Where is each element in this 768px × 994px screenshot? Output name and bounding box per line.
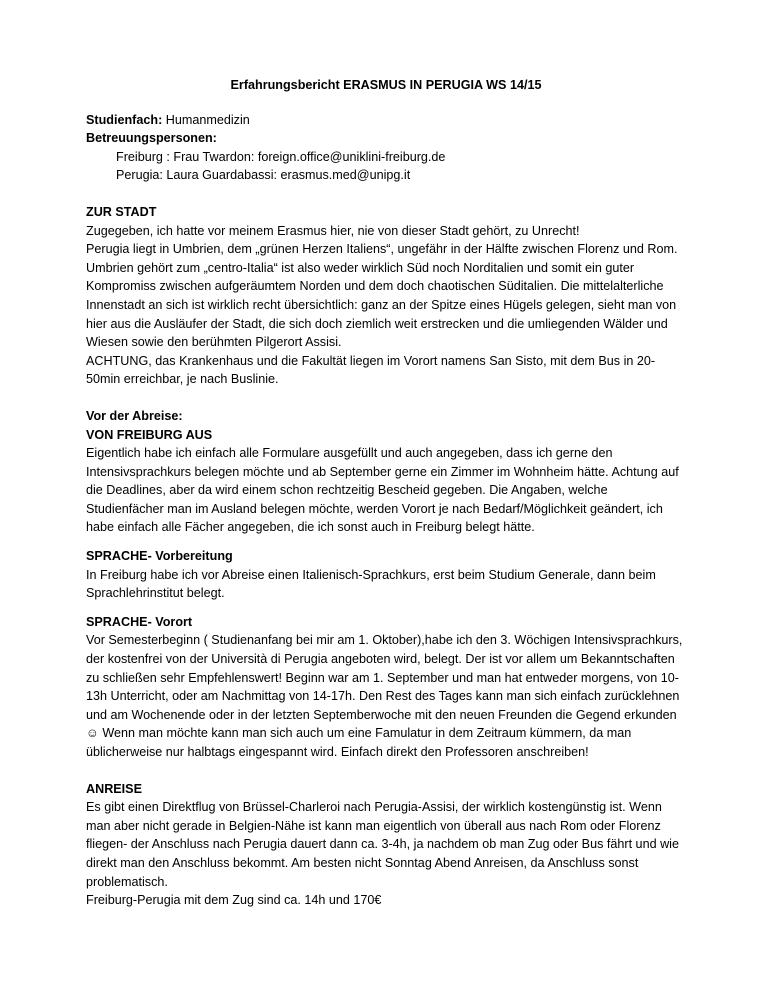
section-heading-zur-stadt: ZUR STADT	[86, 204, 157, 219]
spacer	[86, 603, 686, 613]
studienfach-value: Humanmedizin	[162, 112, 250, 127]
spacer	[86, 185, 686, 203]
betreuung-freiburg: Freiburg : Frau Twardon: foreign.office@uniklini-freiburg.de	[116, 149, 446, 164]
section-heading-anreise: ANREISE	[86, 781, 142, 796]
anreise-paragraph-2: Freiburg-Perugia mit dem Zug sind ca. 14h und 170€	[86, 893, 382, 908]
section-heading-sprache-vorort: SPRACHE- Vorort	[86, 614, 193, 629]
spacer	[86, 537, 686, 547]
spacer	[86, 762, 686, 780]
subheading-von-freiburg: VON FREIBURG AUS	[86, 427, 213, 442]
document-title: Erfahrungsbericht ERASMUS IN PERUGIA WS 14/15	[230, 78, 542, 92]
document-content	[86, 76, 686, 910]
sprache-vorbereitung-paragraph: In Freiburg habe ich vor Abreise einen Italienisch-Sprachkurs, erst beim Studium Generale, dann beim Sprachlehrinstitut belegt.	[86, 567, 656, 601]
betreuung-label: Betreuungspersonen:	[86, 131, 217, 146]
vor-abreise-paragraph: Eigentlich habe ich einfach alle Formulare ausgefüllt und auch angegeben, dass ich gerne den Intensivsprachkurs belegen möchte und ab September gerne ein Zimmer im Wohnheim hätte. Achtung auf die Deadlines, aber da wird einem schon rechtzeitig Bescheid gegeben. Die Angaben, welche Studienfächer man im Ausland belegen möchte, werden Vorort je nach Bedarf/Möglichkeit geändert, ich habe einfach alle Fächer angegeben, die ich sonst auch in Freiburg belegt hätte.	[86, 446, 679, 535]
zur-stadt-paragraph-3: ACHTUNG, das Krankenhaus und die Fakultät liegen im Vorort namens San Sisto, mit dem Bus in 20-50min erreichbar, je nach Buslinie.	[86, 353, 656, 387]
studienfach-line	[86, 111, 686, 130]
anreise-paragraph: Es gibt einen Direktflug von Brüssel-Charleroi nach Perugia-Assisi, der wirklich kostengünstig ist. Wenn man aber nicht gerade in Belgien-Nähe ist kann man eigentlich von überall aus nach Rom oder Florenz fliegen- der Anschluss nach Perugia dauert dann ca. 3-4h, ja nachdem ob man Zug oder Bus fährt und wie direkt man den Anschluss bekommt. Am besten nicht Sonntag Abend Anreisen, da Anschluss sonst problematisch.	[86, 800, 679, 889]
sprache-vorort-paragraph: Vor Semesterbeginn ( Studienanfang bei mir am 1. Oktober),habe ich den 3. Wöchigen Intensivsprachkurs, der kostenfrei von der Università di Perugia angeboten wird, belegt. Der ist vor allem um Bekanntschaften zu schließen sehr Empfehlenswert! Beginn war am 1. September und man hat entweder morgens, von 10-13h Unterricht, oder am Nachmittag von 14-17h. Den Rest des Tages kann man sich einfach zurücklehnen und am Wochenende oder in der letzten Septemberwoche mit den neuen Freunden die Gegend erkunden ☺ Wenn man möchte kann man sich auch um eine Famulatur in dem Zeitraum kümmern, da man üblicherweise nur halbtags eingespannt wird. Einfach direkt den Professoren anschreiben!	[86, 633, 683, 759]
section-heading-vor-abreise: Vor der Abreise:	[86, 408, 183, 423]
section-heading-sprache-vorbereitung: SPRACHE- Vorbereitung	[86, 549, 233, 564]
spacer	[86, 389, 686, 407]
zur-stadt-paragraph-1: Zugegeben, ich hatte vor meinem Erasmus hier, nie von dieser Stadt gehört, zu Unrecht!	[86, 223, 580, 238]
betreuung-perugia: Perugia: Laura Guardabassi: erasmus.med@unipg.it	[116, 168, 411, 183]
studienfach-label: Studienfach:	[86, 112, 163, 127]
zur-stadt-paragraph-2: Perugia liegt in Umbrien, dem „grünen Herzen Italiens“, ungefähr in der Hälfte zwischen Florenz und Rom. Umbrien gehört zum „centro-Italia“ ist also weder wirklich Süd noch Norditalien und somit ein guter Kompromiss zwischen aufgeräumtem Norden und dem doch chaotischen Süditalien. Die mittelalterliche Innenstadt an sich ist wirklich recht übersichtlich: ganz an der Spitze eines Hügels gelegen, sieht man von hier aus die Ausläufer der Stadt, die sich doch ziemlich weit erstrecken und die umliegenden Wälder und Wiesen sowie den berühmten Pilgerort Assisi.	[86, 242, 678, 350]
